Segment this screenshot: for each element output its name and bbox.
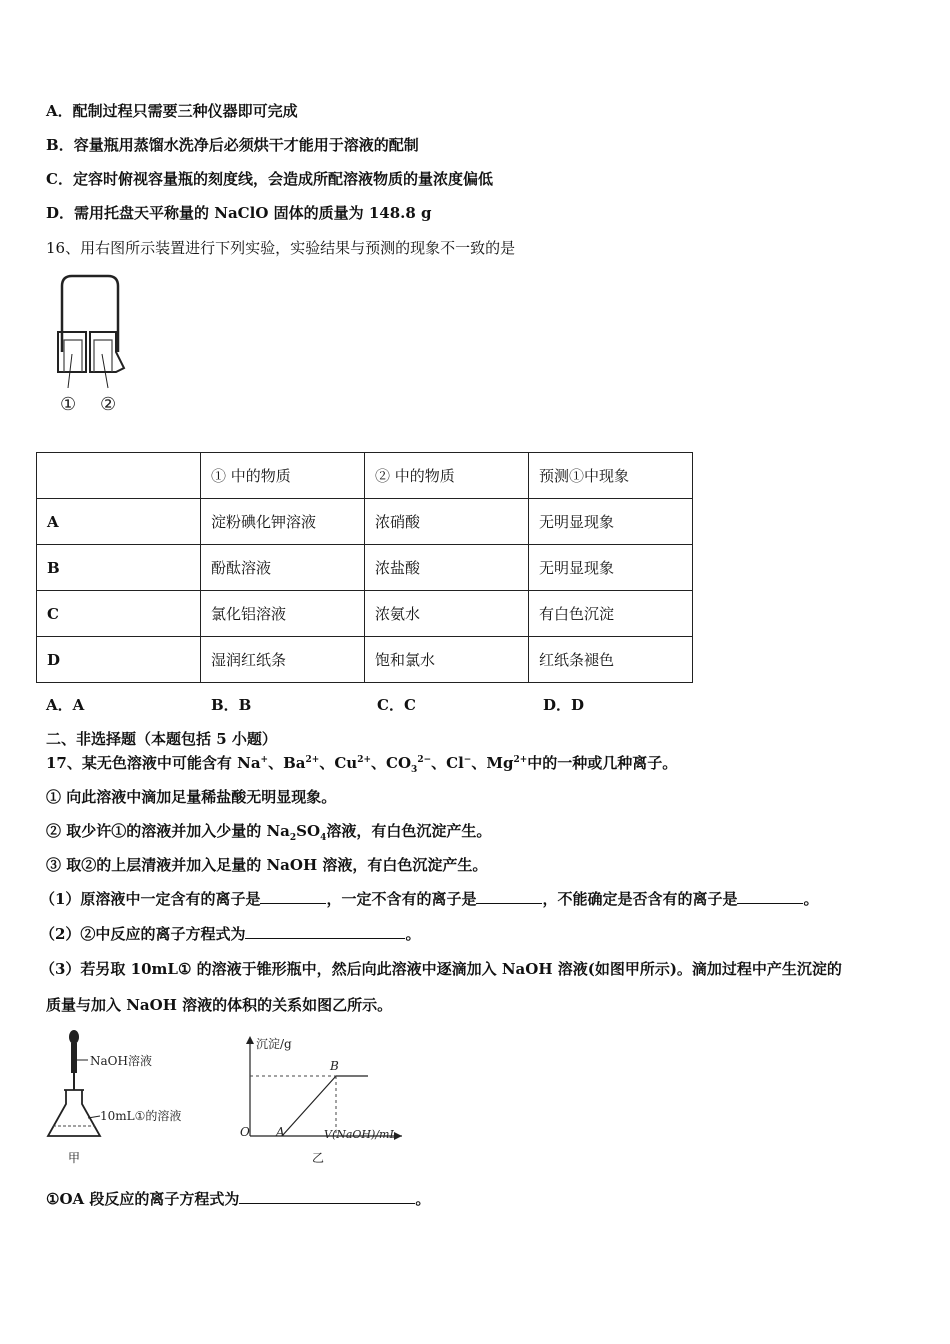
table-cell: 氯化铝溶液: [201, 591, 365, 637]
solution-label: 10mL①的溶液: [100, 1109, 182, 1123]
reagent-label: NaOH溶液: [90, 1054, 152, 1068]
option-d: D．需用托盘天平称量的 NaClO 固体的质量为 148.8 g: [46, 204, 432, 222]
table-cell: 红纸条褪色: [529, 637, 693, 683]
step-3: ③ 取②的上层清液并加入足量的 NaOH 溶液，有白色沉淀产生。: [46, 856, 488, 874]
question-part-2: （2）②中反应的离子方程式为 。: [40, 925, 421, 943]
table-cell: 浓盐酸: [365, 545, 529, 591]
point-a-label: A: [276, 1125, 285, 1139]
table-cell: 酚酞溶液: [201, 545, 365, 591]
table-row: [37, 637, 693, 683]
x-axis-label: V(NaOH)/mL: [324, 1128, 397, 1141]
step-1: ① 向此溶液中滴加足量稀盐酸无明显现象。: [46, 788, 337, 806]
answer-choice-b: B．B: [211, 696, 252, 714]
answer-choice-d: D．D: [543, 696, 585, 714]
table-row: [37, 545, 693, 591]
option-a: A．配制过程只需要三种仪器即可完成: [46, 102, 298, 120]
apparatus-figure: [50, 272, 140, 422]
figure-jia-caption: 甲: [68, 1151, 81, 1165]
question-17-stem: 17、某无色溶液中可能含有 Na+、$Ba^{2+}$、$Cu^{2+}$、$CO_3^{2-}$、Cl−、$Mg^{2+}$中的一种或几种离子。: [46, 754, 678, 775]
question-oa: ①OA 段反应的离子方程式为 。: [46, 1190, 431, 1208]
table-cell: 淀粉碘化钾溶液: [201, 499, 365, 545]
table-cell: D: [37, 637, 201, 683]
option-c: C．定容时俯视容量瓶的刻度线，会造成所配溶液物质的量浓度偏低: [46, 170, 493, 188]
question-part-3-line-1: （3）若另取 10mL① 的溶液于锥形瓶中，然后向此溶液中逐滴加入 NaOH 溶液(如图甲所示)。滴加过程中产生沉淀的: [40, 960, 842, 978]
figure-jia: [44, 1028, 204, 1168]
table-header-row: [37, 453, 693, 499]
question-part-3-line-2: 质量与加入 NaOH 溶液的体积的关系如图乙所示。: [46, 996, 393, 1014]
table-cell: 浓硝酸: [365, 499, 529, 545]
table-cell: 湿润红纸条: [201, 637, 365, 683]
figure-yi-caption: 乙: [312, 1151, 325, 1165]
figure-label-2: ②: [100, 394, 117, 415]
answer-choice-c: C．C: [377, 696, 416, 714]
question-16-table: [36, 452, 693, 683]
table-cell: 无明显现象: [529, 499, 693, 545]
table-cell: B: [37, 545, 201, 591]
table-cell: 无明显现象: [529, 545, 693, 591]
option-b: B．容量瓶用蒸馏水洗净后必须烘干才能用于溶液的配制: [46, 136, 419, 154]
question-part-1: （1）原溶液中一定含有的离子是 ，一定不含有的离子是 ，不能确定是否含有的离子是 。: [40, 890, 819, 908]
table-cell: A: [37, 499, 201, 545]
table-cell: 饱和氯水: [365, 637, 529, 683]
answer-choice-a: A．A: [46, 696, 85, 714]
figure-label-1: ①: [60, 394, 77, 415]
table-cell: C: [37, 591, 201, 637]
table-header-cell: ② 中的物质: [365, 453, 529, 499]
origin-label: O: [240, 1125, 250, 1139]
table-header-cell: [37, 453, 201, 499]
table-row: [37, 591, 693, 637]
figure-yi: [234, 1030, 414, 1168]
question-16-stem: 16、用右图所示装置进行下列实验，实验结果与预测的现象不一致的是: [46, 239, 516, 257]
table-header-cell: ① 中的物质: [201, 453, 365, 499]
y-axis-label: 沉淀/g: [256, 1037, 292, 1051]
table-cell: 有白色沉淀: [529, 591, 693, 637]
table-header-cell: 预测①中现象: [529, 453, 693, 499]
table-cell: 浓氨水: [365, 591, 529, 637]
table-row: [37, 499, 693, 545]
step-2: ② 取少许①的溶液并加入少量的 $Na_2SO_4$溶液，有白色沉淀产生。: [46, 822, 492, 843]
point-b-label: B: [330, 1059, 339, 1073]
section-title: 二、非选择题（本题包括 5 小题）: [46, 730, 277, 748]
